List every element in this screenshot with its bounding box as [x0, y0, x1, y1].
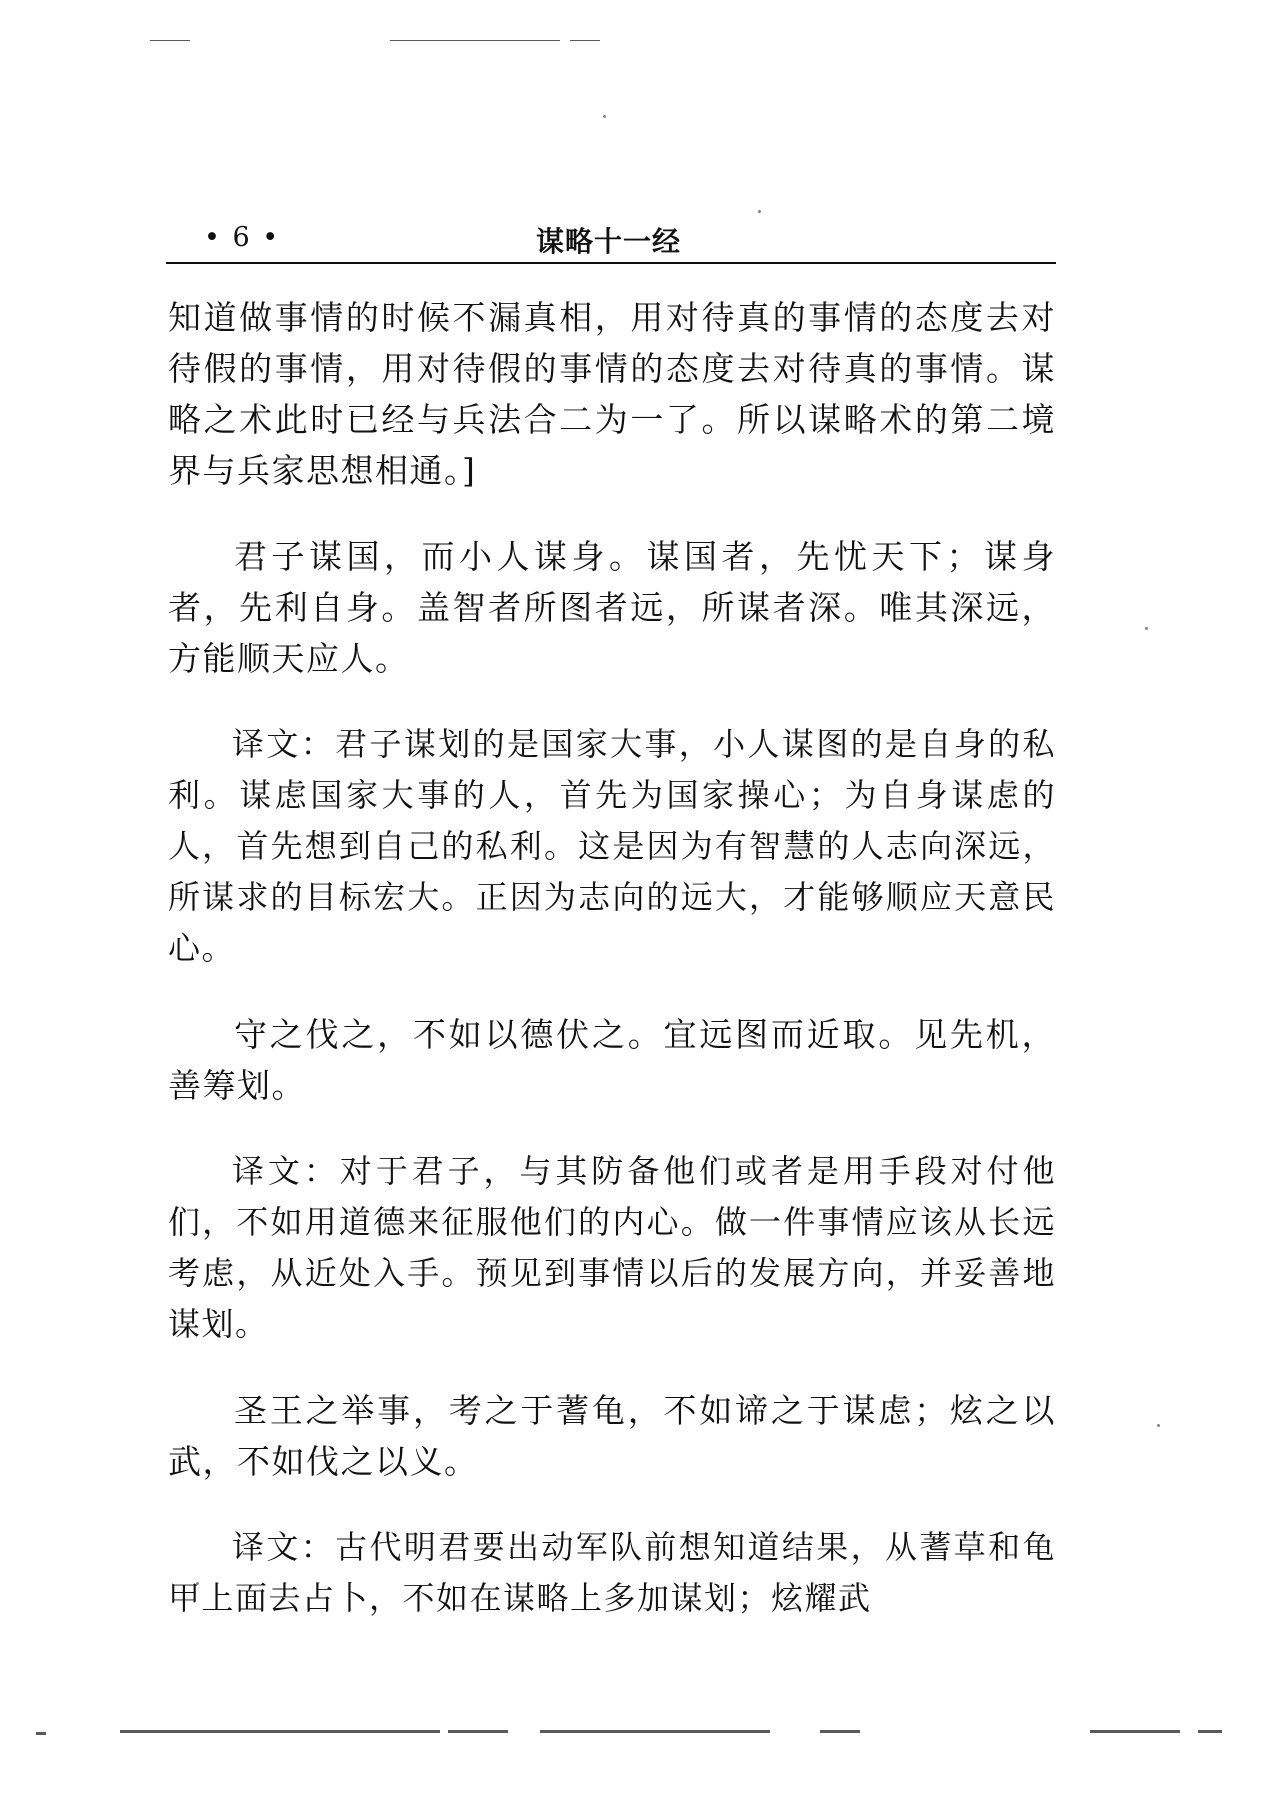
- scan-speck: [758, 210, 761, 213]
- paragraph-original-text: 守之伐之，不如以德伏之。宜远图而近取。见先机，善筹划。: [168, 1015, 1056, 1105]
- running-title: 谋略十一经: [536, 225, 682, 258]
- scan-artifact-top-1: [150, 40, 190, 41]
- scan-artifact-bottom-1: [120, 1730, 440, 1733]
- paragraph-translation: 译文：对于君子，与其防备他们或者是用手段对付他们，不如用道德来征服他们的内心。做一件事情应该从长远考虑，从近处入手。预见到事情以后的发展方向，并妥善地谋划。: [168, 1152, 1056, 1343]
- body-text: [168, 292, 1056, 1624]
- paragraph-original-text: 君子谋国，而小人谋身。谋国者，先忧天下；谋身者，先利自身。盖智者所图者远，所谋者深。唯其深远，方能顺天应人。: [168, 537, 1056, 678]
- scan-artifact-bottom-6: [1198, 1730, 1222, 1733]
- page-header: [166, 218, 1056, 264]
- scan-artifact-top-2: [390, 40, 560, 41]
- scan-speck: [1145, 627, 1148, 630]
- scan-artifact-bottom-4: [820, 1730, 860, 1733]
- scan-artifact-bottom-3: [540, 1730, 770, 1733]
- scan-artifact-bottom-7: [36, 1732, 46, 1735]
- scan-speck: [603, 115, 606, 118]
- scan-artifact-top-3: [570, 40, 600, 41]
- paragraph-continuation: 知道做事情的时候不漏真相，用对待真的事情的态度去对待假的事情，用对待假的事情的态度去对待真的事情。谋略之术此时已经与兵法合二为一了。所以谋略术的第二境界与兵家思想相通。]: [168, 298, 1056, 490]
- paragraph-original-text: 圣王之举事，考之于蓍龟，不如谛之于谋虑；炫之以武，不如伐之以义。: [168, 1391, 1056, 1481]
- page-number: • 6 •: [204, 222, 281, 253]
- paragraph-translation: 译文：君子谋划的是国家大事，小人谋图的是自身的私利。谋虑国家大事的人，首先为国家操心；为自身谋虑的人，首先想到自己的私利。这是因为有智慧的人志向深远，所谋求的目标宏大。正因为志向的远大，才能够顺应天意民心。: [168, 725, 1056, 967]
- scan-speck: [1157, 1424, 1160, 1427]
- scan-artifact-bottom-5: [1090, 1730, 1180, 1733]
- scan-artifact-bottom-2: [448, 1730, 508, 1733]
- paragraph-translation: 译文：古代明君要出动军队前想知道结果，从蓍草和龟甲上面去占卜，不如在谋略上多加谋划；炫耀武: [168, 1528, 1056, 1617]
